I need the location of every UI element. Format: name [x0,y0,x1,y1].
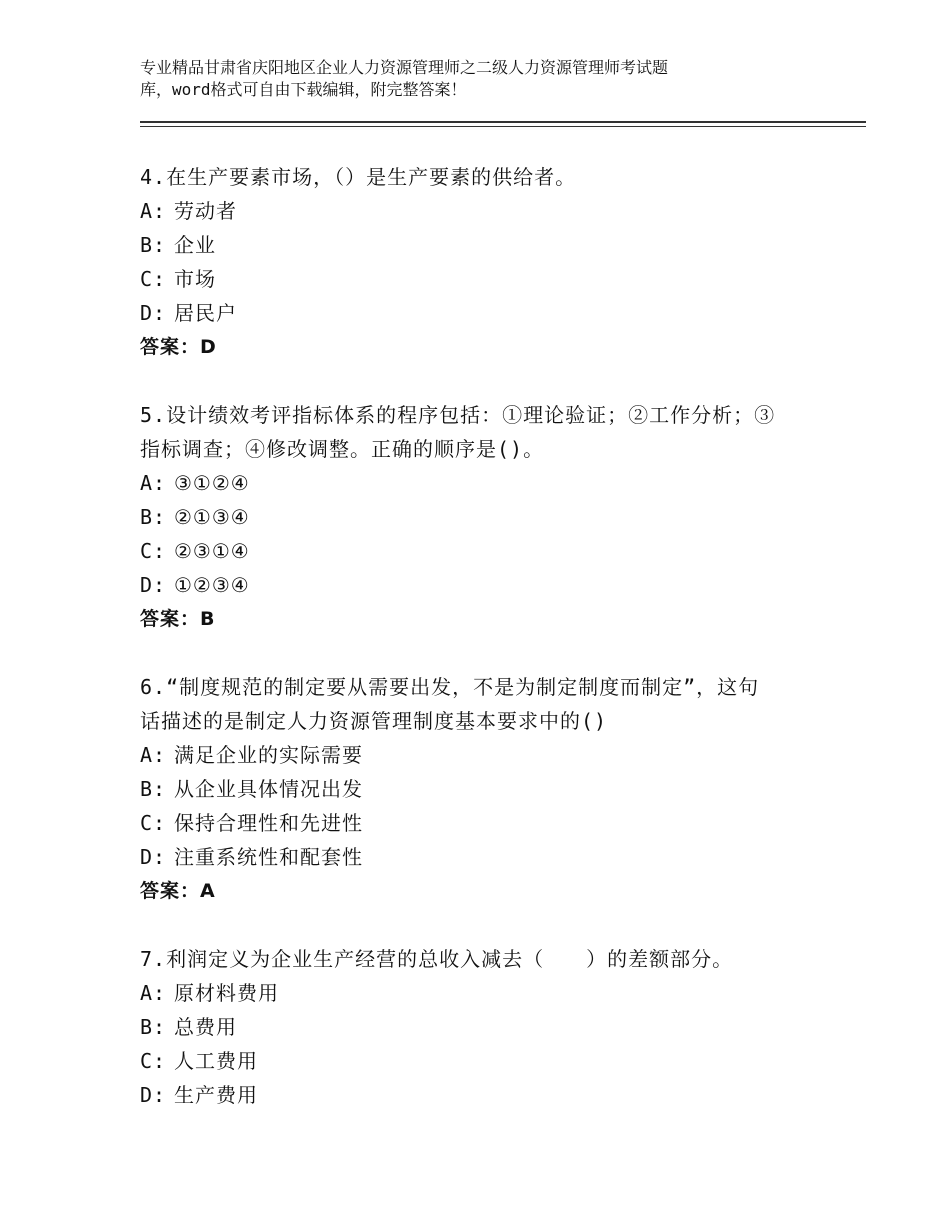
question-block [140,160,840,364]
answer-option [140,840,840,874]
option-text: 从企业具体情况出发 [174,777,363,801]
option-letter: D: [140,573,167,597]
option-text: 注重系统性和配套性 [174,845,363,869]
answer-key: 答案：B [140,608,216,630]
option-text: ②③①④ [174,539,250,563]
answer-option [140,976,840,1010]
question-stem-line: 5.设计绩效考评指标体系的程序包括：①理论验证；②工作分析；③ [140,403,776,427]
question-stem-line: 话描述的是制定人力资源管理制度基本要求中的() [140,709,608,733]
question-stem-line: 7.利润定义为企业生产经营的总收入减去（ ）的差额部分。 [140,947,734,971]
option-letter: A: [140,199,167,223]
answer-option [140,1078,840,1112]
answer-key: 答案：A [140,880,216,902]
question-list [140,160,840,1146]
option-letter: C: [140,539,167,563]
answer-option [140,806,840,840]
option-text: 居民户 [174,301,237,325]
header-divider-thick [140,121,866,123]
answer-option [140,772,840,806]
question-stem [140,398,840,466]
option-letter: D: [140,1083,167,1107]
answer-option [140,262,840,296]
option-letter: C: [140,1049,167,1073]
option-text: ②①③④ [174,505,250,529]
option-letter: D: [140,845,167,869]
question-stem-line: 4.在生产要素市场，（）是生产要素的供给者。 [140,165,577,189]
header-divider-thin [140,126,866,127]
answer-option [140,296,840,330]
option-letter: D: [140,301,167,325]
answer-option [140,1010,840,1044]
option-letter: C: [140,267,167,291]
header-line-2: 库，word格式可自由下载编辑，附完整答案！ [140,80,467,99]
option-text: 人工费用 [174,1049,258,1073]
header-line-1: 专业精品甘肃省庆阳地区企业人力资源管理师之二级人力资源管理师考试题 [140,58,669,77]
option-text: 满足企业的实际需要 [174,743,363,767]
answer-key: 答案：D [140,336,217,358]
option-text: 生产费用 [174,1083,258,1107]
question-stem [140,942,840,976]
answer-option [140,534,840,568]
question-stem-line: 6.“制度规范的制定要从需要出发，不是为制定制度而制定”，这句 [140,675,760,699]
question-stem [140,160,840,194]
option-text: 原材料费用 [174,981,279,1005]
option-text: ③①②④ [174,471,250,495]
answer-option [140,1044,840,1078]
option-letter: B: [140,1015,167,1039]
question-block [140,398,840,636]
option-letter: A: [140,743,167,767]
question-block [140,942,840,1112]
question-stem [140,670,840,738]
answer-option [140,568,840,602]
option-text: ①②③④ [174,573,250,597]
option-letter: B: [140,777,167,801]
answer-option [140,228,840,262]
option-text: 企业 [174,233,216,257]
document-header [140,57,780,101]
option-letter: A: [140,471,167,495]
option-letter: C: [140,811,167,835]
option-text: 保持合理性和先进性 [174,811,363,835]
question-stem-line: 指标调查；④修改调整。正确的顺序是()。 [140,437,545,461]
answer-option [140,738,840,772]
option-letter: B: [140,233,167,257]
question-block [140,670,840,908]
answer-option [140,500,840,534]
option-letter: A: [140,981,167,1005]
option-text: 市场 [174,267,216,291]
answer-option [140,194,840,228]
option-text: 劳动者 [174,199,237,223]
answer-option [140,466,840,500]
option-letter: B: [140,505,167,529]
option-text: 总费用 [174,1015,237,1039]
